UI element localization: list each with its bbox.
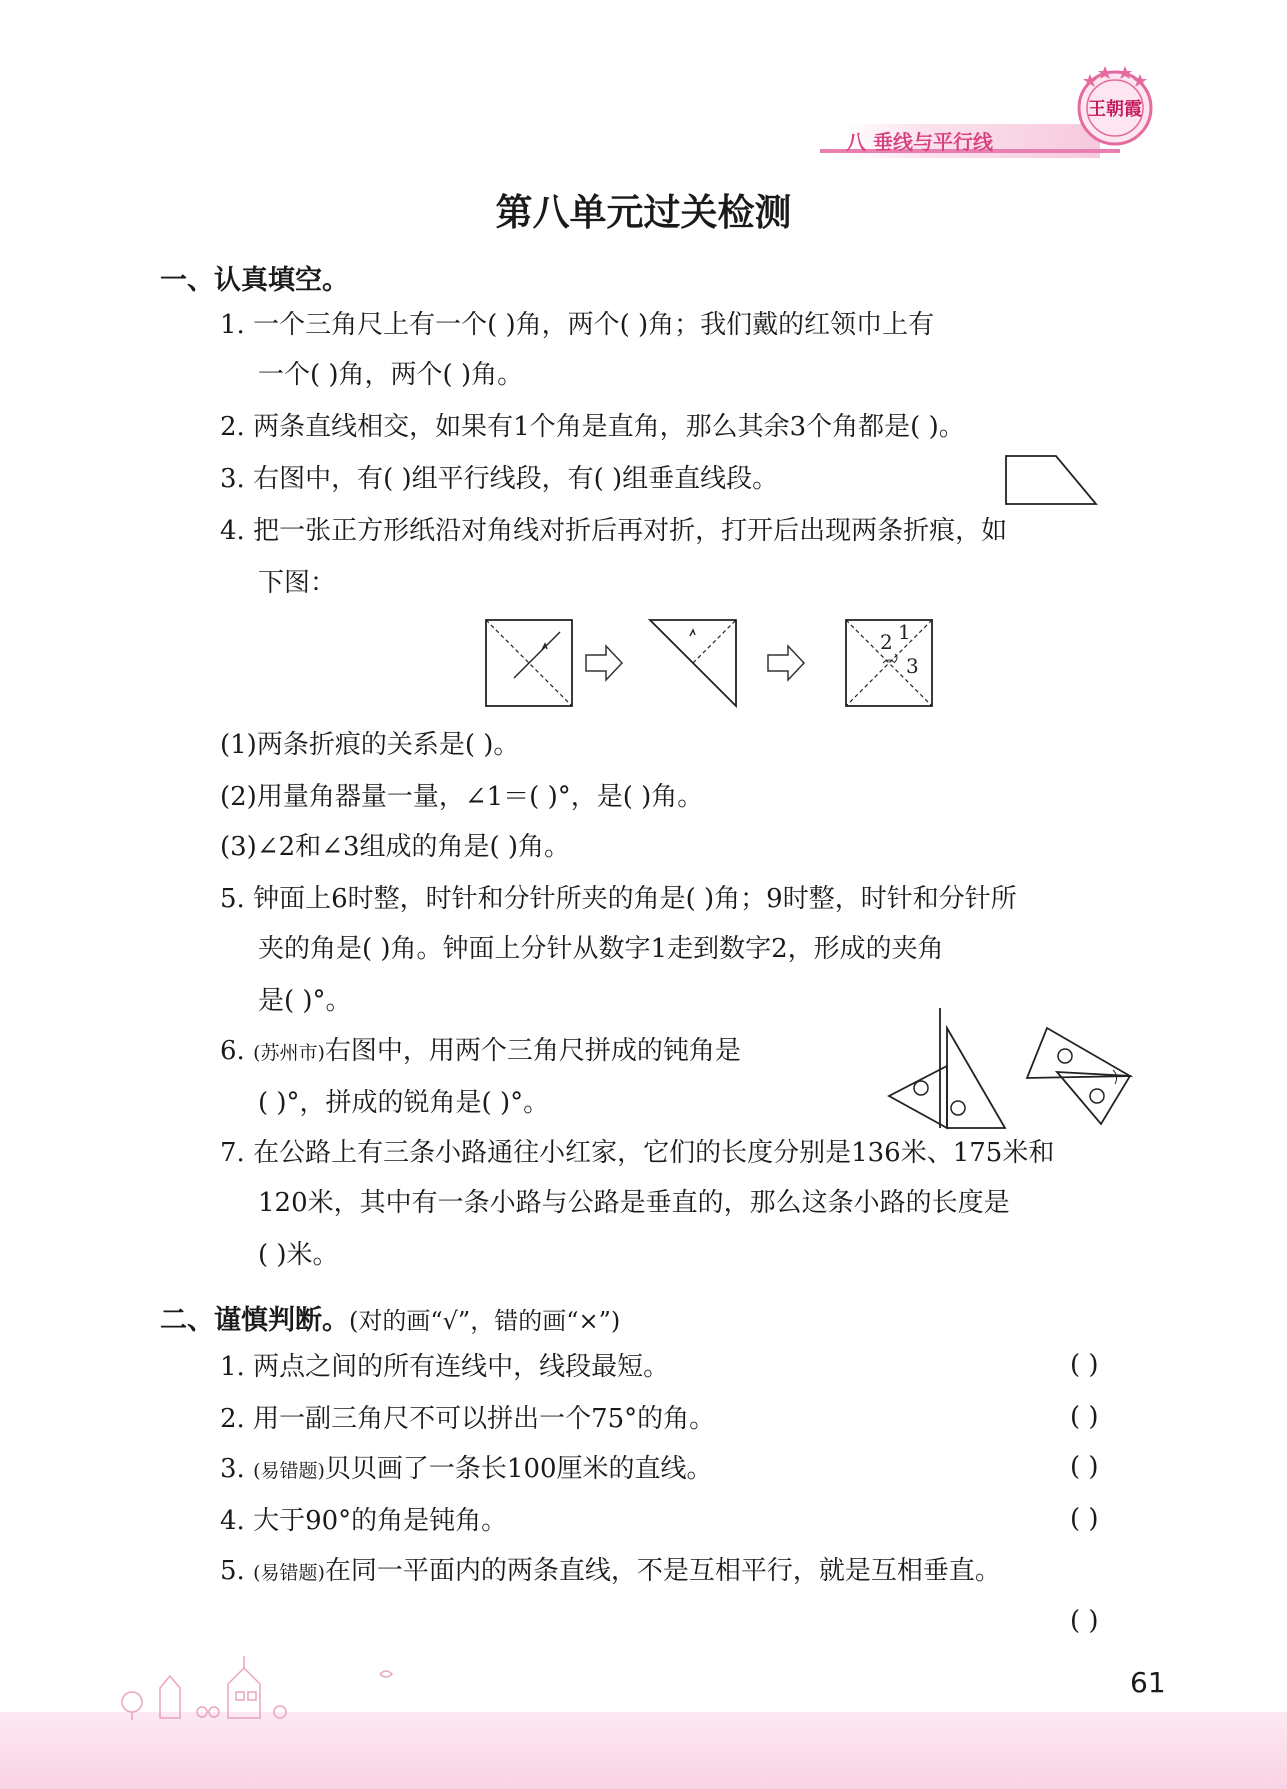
item-number: 2. bbox=[220, 1404, 245, 1434]
q4-line1: 4. 把一张正方形纸沿对角线对折后再对折，打开后出现两条折痕，如 bbox=[220, 516, 1008, 546]
logo-text: 王朝霞 bbox=[1088, 99, 1142, 120]
section2-heading bbox=[160, 1298, 620, 1337]
answer-bracket-2[interactable]: ( ) bbox=[1070, 1402, 1099, 1432]
item-number: 5. bbox=[220, 1556, 245, 1586]
q6-line2: ( )°，拼成的锐角是( )°。 bbox=[258, 1088, 550, 1118]
section2-instruction: (对的画“√”，错的画“×”) bbox=[349, 1307, 621, 1335]
section1-heading: 一、认真填空。 bbox=[160, 265, 349, 296]
q6-source-tag: (苏州市) bbox=[253, 1042, 325, 1064]
judge-item-2 bbox=[220, 1402, 715, 1436]
q4-line2: 下图： bbox=[258, 568, 337, 598]
answer-bracket-4[interactable]: ( ) bbox=[1070, 1504, 1099, 1534]
q3-text: 3. 右图中，有( )组平行线段，有( )组垂直线段。 bbox=[220, 464, 779, 494]
judge-item-1 bbox=[220, 1350, 669, 1384]
judge-item-5 bbox=[220, 1554, 1001, 1590]
item-text: 在同一平面内的两条直线，不是互相平行，就是互相垂直。 bbox=[324, 1556, 1001, 1586]
item-number: 3. bbox=[220, 1454, 245, 1484]
footer-band bbox=[0, 1712, 1287, 1789]
angle-label-2: 2 bbox=[880, 630, 893, 654]
q5-line3: 是( )°。 bbox=[258, 986, 352, 1016]
judge-item-3 bbox=[220, 1452, 713, 1488]
q6-triangle-rulers-figure bbox=[885, 1004, 1145, 1134]
q5-line2: 夹的角是( )角。钟面上分针从数字1走到数字2，形成的夹角 bbox=[258, 934, 944, 964]
q5-line1: 5. 钟面上6时整，时针和分针所夹的角是( )角；9时整，时针和分针所 bbox=[220, 884, 1017, 914]
q7-line3: ( )米。 bbox=[258, 1240, 339, 1270]
castle-decoration-icon bbox=[120, 1650, 420, 1720]
q1-line2: 一个( )角，两个( )角。 bbox=[258, 360, 524, 390]
item-text: 两点之间的所有连线中，线段最短。 bbox=[253, 1352, 670, 1382]
q4-sub3: (3)∠2和∠3组成的角是( )角。 bbox=[220, 832, 571, 862]
item-text: 用一副三角尺不可以拼出一个75°的角。 bbox=[253, 1404, 716, 1434]
q4-folding-figure bbox=[480, 616, 940, 712]
angle-label-1: 1 bbox=[898, 620, 911, 644]
q6-number: 6. bbox=[220, 1036, 245, 1066]
q3-trapezoid-figure bbox=[1000, 454, 1100, 510]
item-number: 1. bbox=[220, 1352, 245, 1382]
q1-line1: 1. 一个三角尺上有一个( )角，两个( )角；我们戴的红领巾上有 bbox=[220, 310, 935, 340]
judge-item-4 bbox=[220, 1504, 507, 1538]
q6-line1 bbox=[220, 1034, 741, 1070]
item-tag: (易错题) bbox=[253, 1562, 325, 1584]
q4-sub1: (1)两条折痕的关系是( )。 bbox=[220, 730, 520, 760]
brand-logo-icon bbox=[1070, 60, 1160, 150]
item-text: 贝贝画了一条长100厘米的直线。 bbox=[324, 1454, 713, 1484]
page-title: 第八单元过关检测 bbox=[495, 191, 792, 234]
page-number: 61 bbox=[1130, 1666, 1166, 1699]
item-tag: (易错题) bbox=[253, 1460, 325, 1482]
angle-label-3: 3 bbox=[906, 654, 919, 678]
section2-title: 二、谨慎判断。 bbox=[160, 1305, 349, 1336]
q2-text: 2. 两条直线相交，如果有1个角是直角，那么其余3个角都是( )。 bbox=[220, 412, 965, 442]
item-number: 4. bbox=[220, 1506, 245, 1536]
chapter-label: 八 垂线与平行线 bbox=[846, 130, 993, 154]
q7-line1: 7. 在公路上有三条小路通往小红家，它们的长度分别是136米、175米和 bbox=[220, 1138, 1055, 1168]
answer-bracket-1[interactable]: ( ) bbox=[1070, 1350, 1099, 1380]
answer-bracket-5[interactable]: ( ) bbox=[1070, 1606, 1099, 1636]
q6-line1-text: 右图中，用两个三角尺拼成的钝角是 bbox=[324, 1036, 741, 1066]
q7-line2: 120米，其中有一条小路与公路是垂直的，那么这条小路的长度是 bbox=[258, 1188, 1010, 1218]
answer-bracket-3[interactable]: ( ) bbox=[1070, 1452, 1099, 1482]
q4-sub2: (2)用量角器量一量，∠1＝( )°，是( )角。 bbox=[220, 782, 704, 812]
item-text: 大于90°的角是钝角。 bbox=[253, 1506, 508, 1536]
